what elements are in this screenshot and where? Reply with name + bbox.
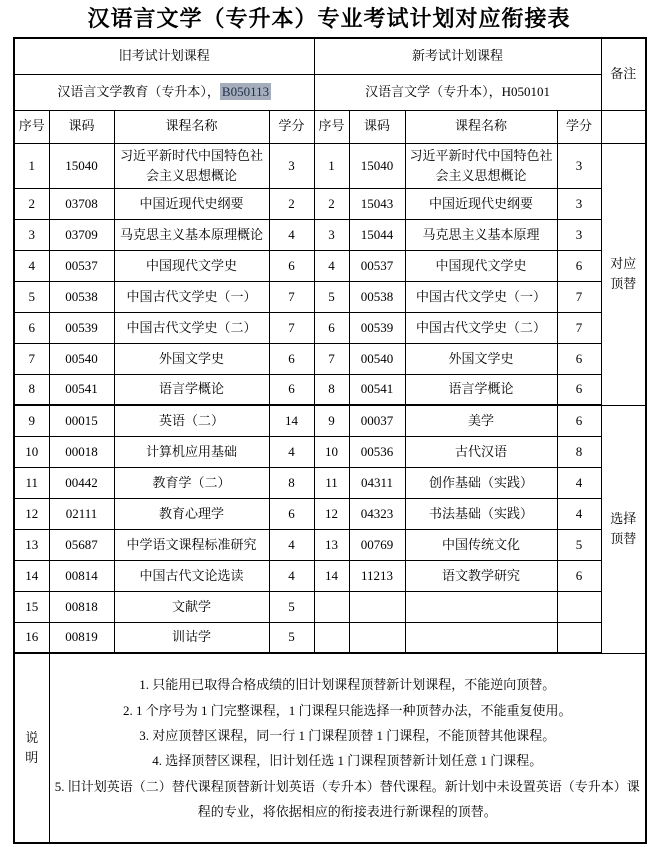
cell-old-credit: 3 <box>269 143 314 188</box>
cell-new-code: 00538 <box>349 281 405 312</box>
cell-new-name: 马克思主义基本原理 <box>405 219 557 250</box>
cell-new-credit: 4 <box>557 498 601 529</box>
cell-old-credit: 14 <box>269 405 314 436</box>
cell-old-seq: 6 <box>14 312 49 343</box>
cell-new-name: 书法基础（实践） <box>405 498 557 529</box>
cell-new-credit: 7 <box>557 312 601 343</box>
cell-new-seq <box>314 622 349 653</box>
old-plan-code-highlight: B050113 <box>221 83 270 99</box>
cell-new-code: 15040 <box>349 143 405 188</box>
cell-old-credit: 6 <box>269 498 314 529</box>
cell-old-code: 00018 <box>49 436 114 467</box>
column-header-old: 课程名称 <box>114 110 269 143</box>
cell-old-name: 中国古代文学史（二） <box>114 312 269 343</box>
cell-old-credit: 7 <box>269 281 314 312</box>
cell-new-code: 00037 <box>349 405 405 436</box>
cell-old-credit: 4 <box>269 529 314 560</box>
cell-new-code: 00539 <box>349 312 405 343</box>
column-header-new: 课程名称 <box>405 110 557 143</box>
notes-cell <box>49 653 646 843</box>
cell-old-name: 语言学概论 <box>114 374 269 405</box>
cell-new-name: 古代汉语 <box>405 436 557 467</box>
old-plan-subtitle-cell <box>14 74 314 110</box>
cell-old-seq: 13 <box>14 529 49 560</box>
cell-old-credit: 6 <box>269 374 314 405</box>
cell-new-credit: 7 <box>557 281 601 312</box>
table-row <box>14 405 646 436</box>
cell-old-credit: 4 <box>269 219 314 250</box>
table-row <box>14 591 646 622</box>
table-row <box>14 312 646 343</box>
cell-old-code: 00537 <box>49 250 114 281</box>
old-plan-subtitle-text: 汉语言文学教育（专升本）， <box>57 83 220 99</box>
table-row <box>14 374 646 405</box>
cell-old-seq: 3 <box>14 219 49 250</box>
cell-old-seq: 7 <box>14 343 49 374</box>
cell-old-code: 00540 <box>49 343 114 374</box>
remark-cell: 选择顶替 <box>601 405 646 653</box>
cell-new-code <box>349 622 405 653</box>
cell-old-name: 计算机应用基础 <box>114 436 269 467</box>
remark-cell: 对应顶替 <box>601 143 646 405</box>
cell-old-code: 00538 <box>49 281 114 312</box>
remark-header-cell: 备注 <box>601 38 646 110</box>
cell-new-seq: 4 <box>314 250 349 281</box>
cell-old-name: 英语（二） <box>114 405 269 436</box>
table-row <box>14 436 646 467</box>
cell-new-name: 语文教学研究 <box>405 560 557 591</box>
cell-old-code: 00819 <box>49 622 114 653</box>
cell-old-name: 中国古代文学史（一） <box>114 281 269 312</box>
cell-new-seq: 7 <box>314 343 349 374</box>
cell-old-name: 中国现代文学史 <box>114 250 269 281</box>
cell-new-code <box>349 591 405 622</box>
cell-old-credit: 2 <box>269 188 314 219</box>
cell-old-seq: 14 <box>14 560 49 591</box>
column-header-new: 学分 <box>557 110 601 143</box>
cell-old-code: 00818 <box>49 591 114 622</box>
cell-old-credit: 5 <box>269 622 314 653</box>
column-header-remark-empty <box>601 110 646 143</box>
plan-header-row <box>14 38 646 74</box>
table-row <box>14 467 646 498</box>
cell-old-name: 中学语文课程标准研究 <box>114 529 269 560</box>
course-table <box>13 37 647 844</box>
cell-old-credit: 4 <box>269 436 314 467</box>
cell-new-code: 00537 <box>349 250 405 281</box>
cell-new-seq: 12 <box>314 498 349 529</box>
plan-subtitle-row <box>14 74 646 110</box>
cell-old-code: 00015 <box>49 405 114 436</box>
cell-new-code: 04311 <box>349 467 405 498</box>
cell-old-code: 00541 <box>49 374 114 405</box>
cell-new-code: 15043 <box>349 188 405 219</box>
cell-old-seq: 8 <box>14 374 49 405</box>
table-row <box>14 560 646 591</box>
cell-new-seq <box>314 591 349 622</box>
column-header-row <box>14 110 646 143</box>
cell-old-credit: 7 <box>269 312 314 343</box>
course-table-body <box>14 38 646 843</box>
cell-new-seq: 3 <box>314 219 349 250</box>
cell-new-name: 中国现代文学史 <box>405 250 557 281</box>
cell-old-name: 马克思主义基本原理概论 <box>114 219 269 250</box>
note-line: 2. 1 个序号为 1 门完整课程，1 门课程只能选择一种顶替办法，不能重复使用。 <box>123 702 572 718</box>
cell-new-code: 00541 <box>349 374 405 405</box>
cell-new-name: 创作基础（实践） <box>405 467 557 498</box>
page-title: 汉语言文学（专升本）专业考试计划对应衔接表 <box>87 6 571 31</box>
cell-old-name: 习近平新时代中国特色社会主义思想概论 <box>114 143 269 188</box>
cell-new-seq: 9 <box>314 405 349 436</box>
cell-new-name: 中国传统文化 <box>405 529 557 560</box>
cell-new-credit: 5 <box>557 529 601 560</box>
cell-new-code: 00769 <box>349 529 405 560</box>
cell-old-seq: 9 <box>14 405 49 436</box>
cell-old-code: 15040 <box>49 143 114 188</box>
cell-new-credit: 6 <box>557 343 601 374</box>
cell-new-credit: 4 <box>557 467 601 498</box>
cell-new-credit <box>557 591 601 622</box>
cell-new-credit: 3 <box>557 219 601 250</box>
cell-new-seq: 6 <box>314 312 349 343</box>
column-header-old: 学分 <box>269 110 314 143</box>
cell-old-seq: 10 <box>14 436 49 467</box>
old-plan-header-cell: 旧考试计划课程 <box>14 38 314 74</box>
table-row <box>14 529 646 560</box>
table-row <box>14 250 646 281</box>
cell-new-seq: 10 <box>314 436 349 467</box>
cell-new-code: 00536 <box>349 436 405 467</box>
notes-row <box>14 653 646 843</box>
cell-old-name: 训诂学 <box>114 622 269 653</box>
cell-new-seq: 8 <box>314 374 349 405</box>
cell-new-credit: 6 <box>557 560 601 591</box>
cell-new-credit: 6 <box>557 405 601 436</box>
cell-new-credit: 6 <box>557 250 601 281</box>
cell-new-credit: 8 <box>557 436 601 467</box>
cell-old-name: 教育心理学 <box>114 498 269 529</box>
cell-old-code: 00539 <box>49 312 114 343</box>
cell-new-seq: 5 <box>314 281 349 312</box>
cell-new-credit <box>557 622 601 653</box>
cell-old-name: 外国文学史 <box>114 343 269 374</box>
table-row <box>14 143 646 188</box>
cell-new-name: 外国文学史 <box>405 343 557 374</box>
cell-old-credit: 8 <box>269 467 314 498</box>
table-row <box>14 219 646 250</box>
cell-old-name: 文献学 <box>114 591 269 622</box>
notes-label-cell: 说 明 <box>14 653 49 843</box>
cell-new-name <box>405 591 557 622</box>
cell-new-seq: 14 <box>314 560 349 591</box>
cell-old-code: 05687 <box>49 529 114 560</box>
cell-old-name: 中国古代文论选读 <box>114 560 269 591</box>
cell-new-name: 中国近现代史纲要 <box>405 188 557 219</box>
cell-new-credit: 6 <box>557 374 601 405</box>
cell-new-name: 中国古代文学史（二） <box>405 312 557 343</box>
cell-old-code: 00442 <box>49 467 114 498</box>
note-line: 1. 只能用已取得合格成绩的旧计划课程顶替新计划课程，不能逆向顶替。 <box>139 677 556 693</box>
cell-new-code: 00540 <box>349 343 405 374</box>
cell-old-credit: 6 <box>269 343 314 374</box>
table-row <box>14 188 646 219</box>
cell-old-credit: 4 <box>269 560 314 591</box>
cell-new-name: 美学 <box>405 405 557 436</box>
note-line: 3. 对应顶替区课程，同一行 1 门课程顶替 1 门课程，不能顶替其他课程。 <box>139 727 556 743</box>
column-header-new: 课码 <box>349 110 405 143</box>
cell-new-credit: 3 <box>557 188 601 219</box>
cell-new-code: 11213 <box>349 560 405 591</box>
cell-new-seq: 1 <box>314 143 349 188</box>
table-row <box>14 498 646 529</box>
cell-old-seq: 5 <box>14 281 49 312</box>
cell-new-credit: 3 <box>557 143 601 188</box>
cell-old-name: 中国近现代史纲要 <box>114 188 269 219</box>
new-plan-subtitle-cell: 汉语言文学（专升本），H050101 <box>314 74 601 110</box>
cell-new-name: 中国古代文学史（一） <box>405 281 557 312</box>
cell-new-seq: 11 <box>314 467 349 498</box>
cell-old-seq: 16 <box>14 622 49 653</box>
new-plan-header-cell: 新考试计划课程 <box>314 38 601 74</box>
cell-new-name: 语言学概论 <box>405 374 557 405</box>
table-row <box>14 281 646 312</box>
note-line: 4. 选择顶替区课程，旧计划任选 1 门课程顶替新计划任意 1 门课程。 <box>152 753 543 769</box>
cell-old-credit: 6 <box>269 250 314 281</box>
cell-old-seq: 11 <box>14 467 49 498</box>
note-line: 5. 旧计划英语（二）替代课程顶替新计划英语（专升本）替代课程。新计划中未设置英语（专升本）课程的专业，将依据相应的衔接表进行新课程的顶替。 <box>54 778 640 819</box>
cell-new-name: 习近平新时代中国特色社会主义思想概论 <box>405 143 557 188</box>
column-header-old: 序号 <box>14 110 49 143</box>
cell-old-seq: 4 <box>14 250 49 281</box>
cell-old-code: 03708 <box>49 188 114 219</box>
cell-old-seq: 1 <box>14 143 49 188</box>
cell-old-seq: 12 <box>14 498 49 529</box>
cell-old-credit: 5 <box>269 591 314 622</box>
cell-old-name: 教育学（二） <box>114 467 269 498</box>
cell-new-name <box>405 622 557 653</box>
column-header-old: 课码 <box>49 110 114 143</box>
cell-new-seq: 13 <box>314 529 349 560</box>
cell-old-code: 03709 <box>49 219 114 250</box>
table-row <box>14 622 646 653</box>
cell-old-seq: 15 <box>14 591 49 622</box>
column-header-new: 序号 <box>314 110 349 143</box>
cell-new-seq: 2 <box>314 188 349 219</box>
cell-old-seq: 2 <box>14 188 49 219</box>
cell-new-code: 15044 <box>349 219 405 250</box>
table-row <box>14 343 646 374</box>
cell-old-code: 02111 <box>49 498 114 529</box>
cell-old-code: 00814 <box>49 560 114 591</box>
cell-new-code: 04323 <box>349 498 405 529</box>
